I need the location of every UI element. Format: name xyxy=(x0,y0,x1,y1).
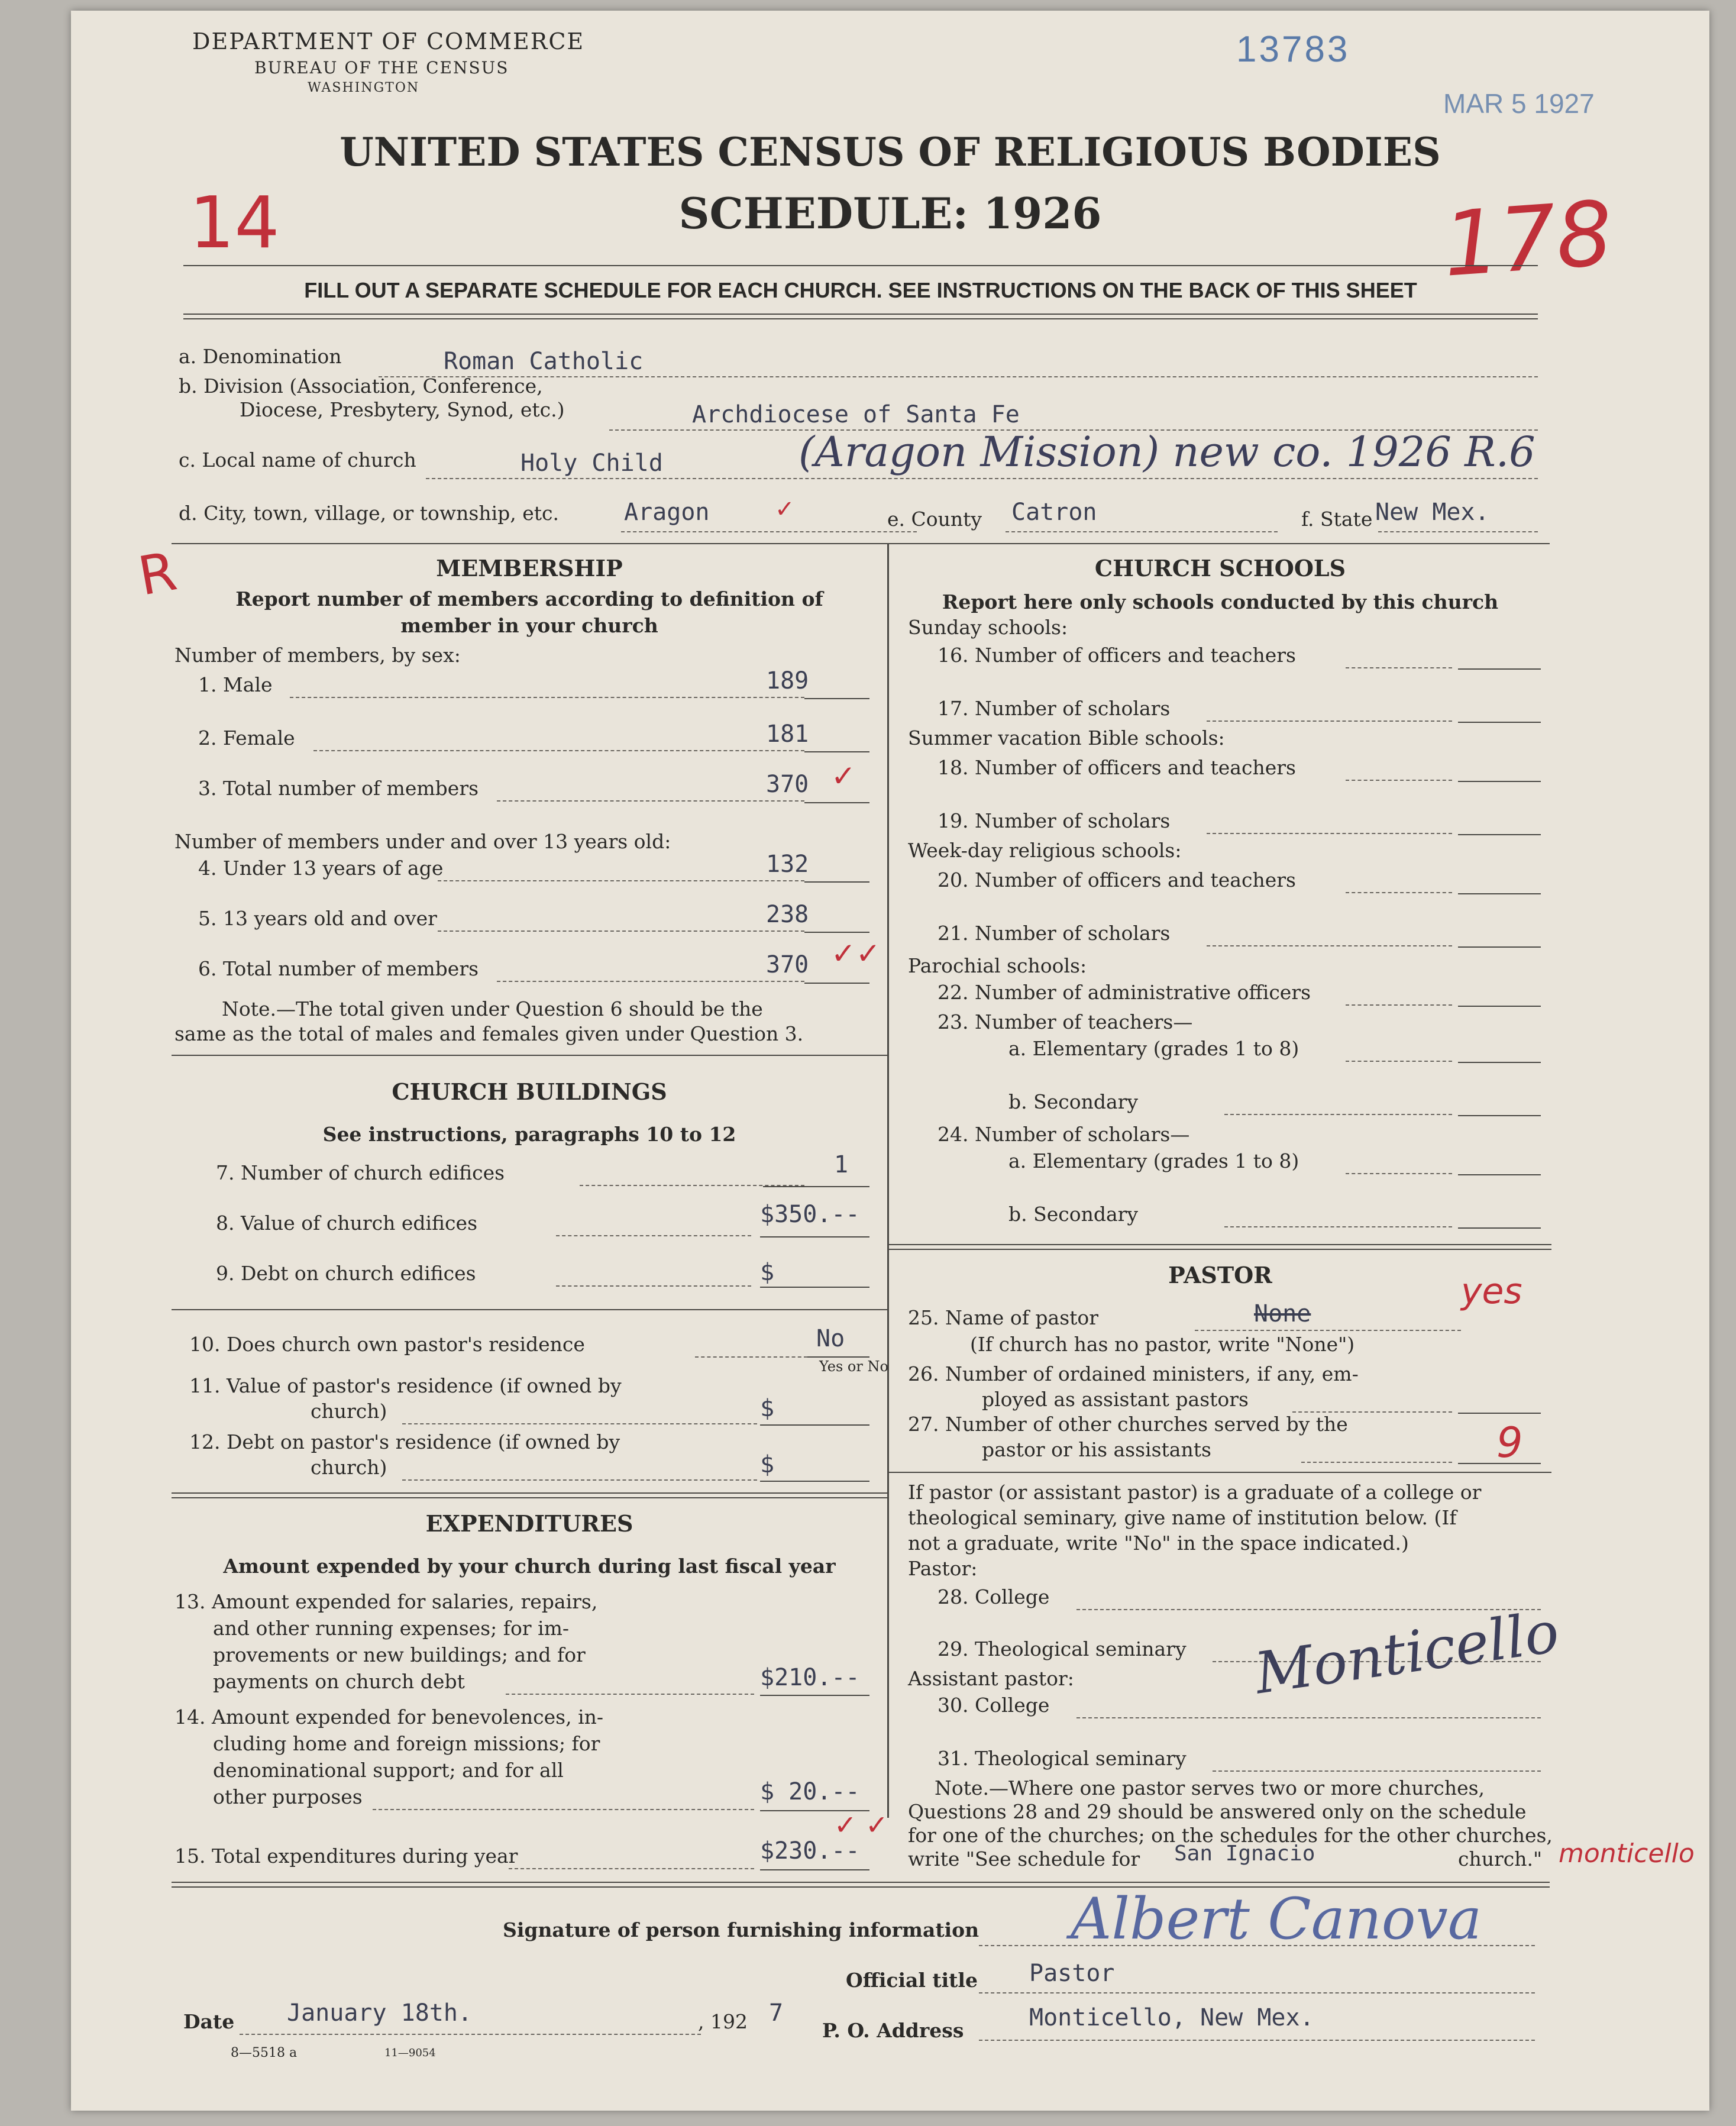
q24b-label: b. Secondary xyxy=(1008,1203,1139,1226)
members-by-sex-label: Number of members, by sex: xyxy=(174,644,461,667)
q19-label: 19. Number of scholars xyxy=(937,809,1171,832)
pastor-note-4: write "See schedule for xyxy=(908,1847,1140,1870)
separate-schedule-instruction: FILL OUT A SEPARATE SCHEDULE FOR EACH CHURCH. SEE INSTRUCTIONS ON THE BACK OF THIS SHEET xyxy=(304,278,1417,302)
q10-label: 10. Does church own pastor's residence xyxy=(189,1333,585,1356)
q26-label-2: ployed as assistant pastors xyxy=(982,1388,1249,1411)
q9-label: 9. Debt on church edifices xyxy=(216,1262,476,1285)
buildings-title: CHURCH BUILDINGS xyxy=(392,1078,667,1105)
membership-instruction-2: member in your church xyxy=(400,614,658,637)
q14-label: 14. Amount expended for benevolences, in- xyxy=(174,1705,604,1728)
q25-hint: (If church has no pastor, write "None") xyxy=(970,1333,1355,1356)
pastor-note: Note.—Where one pastor serves two or more churches, xyxy=(935,1776,1485,1799)
form-number: 8—5518 a xyxy=(231,2046,298,2060)
q6-label: 6. Total number of members xyxy=(198,957,479,980)
signature-value: Albert Canova xyxy=(1071,1886,1482,1952)
pastor-note-church: San Ignacio xyxy=(1174,1841,1315,1866)
membership-instruction: Report number of members according to definition of xyxy=(235,587,823,610)
graduate-instruction: If pastor (or assistant pastor) is a graduate of a college or xyxy=(908,1481,1482,1504)
q23a-label: a. Elementary (grades 1 to 8) xyxy=(1008,1037,1299,1060)
q17-label: 17. Number of scholars xyxy=(937,697,1171,720)
church-name-handwritten-note: (Aragon Mission) new co. 1926 R.6 xyxy=(799,428,1535,476)
q15-label: 15. Total expenditures during year xyxy=(174,1844,518,1867)
q29-label: 29. Theological seminary xyxy=(937,1637,1187,1660)
weekday-schools-label: Week-day religious schools: xyxy=(908,839,1182,862)
division-label: b. Division (Association, Conference, xyxy=(179,374,543,398)
q15-value: $230.-- xyxy=(760,1837,860,1865)
q12-label: 12. Debt on pastor's residence (if owned by xyxy=(189,1430,620,1453)
q20-label: 20. Number of officers and teachers xyxy=(937,868,1296,891)
q30-label: 30. College xyxy=(937,1694,1050,1717)
q2-label: 2. Female xyxy=(198,726,295,749)
q11-label: 11. Value of pastor's residence (if owned by xyxy=(189,1374,622,1397)
q27-label-2: pastor or his assistants xyxy=(982,1438,1211,1461)
q26-label: 26. Number of ordained ministers, if any, em- xyxy=(908,1362,1359,1385)
official-title-value: Pastor xyxy=(1029,1960,1115,1987)
expenditures-instruction: Amount expended by your church during last fiscal year xyxy=(223,1555,836,1578)
q10-value: No xyxy=(816,1325,845,1352)
schedule-title: SCHEDULE: 1926 xyxy=(678,188,1102,238)
q25-value: None xyxy=(1254,1300,1311,1327)
q14-label-2: cluding home and foreign missions; for xyxy=(213,1732,600,1755)
q7-value: 1 xyxy=(834,1151,849,1178)
q28-label: 28. College xyxy=(937,1585,1050,1608)
census-form xyxy=(71,11,1709,2111)
summer-schools-label: Summer vacation Bible schools: xyxy=(908,726,1225,749)
q16-label: 16. Number of officers and teachers xyxy=(937,644,1296,667)
q11-value: $ xyxy=(760,1395,775,1422)
q27-handwritten: 9 xyxy=(1496,1419,1523,1467)
q3-label: 3. Total number of members xyxy=(198,777,479,800)
county-value: Catron xyxy=(1011,499,1097,526)
q5-value: 238 xyxy=(766,901,809,928)
state-label: f. State xyxy=(1301,508,1373,531)
q14-label-3: denominational support; and for all xyxy=(213,1759,564,1782)
q25-label: 25. Name of pastor xyxy=(908,1306,1099,1329)
po-address-value: Monticello, New Mex. xyxy=(1029,2004,1314,2031)
county-label: e. County xyxy=(887,508,982,531)
membership-note-2: same as the total of males and females given under Question 3. xyxy=(174,1022,804,1045)
schools-title: CHURCH SCHOOLS xyxy=(1094,555,1346,581)
schools-instruction: Report here only schools conducted by this church xyxy=(942,590,1499,613)
q4-value: 132 xyxy=(766,851,809,878)
city-line: WASHINGTON xyxy=(308,80,420,95)
q21-label: 21. Number of scholars xyxy=(937,922,1171,945)
q27-label: 27. Number of other churches served by the xyxy=(908,1413,1348,1436)
graduate-instruction-3: not a graduate, write "No" in the space indicated.) xyxy=(908,1532,1409,1555)
q5-label: 5. 13 years old and over xyxy=(198,907,437,930)
form-title: UNITED STATES CENSUS OF RELIGIOUS BODIES xyxy=(340,129,1441,175)
membership-title: MEMBERSHIP xyxy=(436,555,623,581)
yes-or-no-hint: Yes or No xyxy=(819,1358,888,1375)
city-value: Aragon xyxy=(624,499,710,526)
pastor-note-3: for one of the churches; on the schedules for the other churches, xyxy=(908,1824,1553,1847)
q22-label: 22. Number of administrative officers xyxy=(937,981,1311,1004)
q11-label-2: church) xyxy=(311,1400,387,1423)
division-label-2: Diocese, Presbytery, Synod, etc.) xyxy=(240,398,565,421)
date-value: January 18th. xyxy=(287,1999,473,2027)
q3-value: 370 xyxy=(766,771,809,798)
year-prefix: , 192 xyxy=(698,2010,748,2033)
q3-checkmark: ✓ xyxy=(831,759,856,793)
q13-label-3: provements or new buildings; and for xyxy=(213,1643,586,1666)
q24-label: 24. Number of scholars— xyxy=(937,1123,1190,1146)
q6-value: 370 xyxy=(766,951,809,978)
pastor-note-handwritten: monticello xyxy=(1559,1839,1695,1869)
pastor-sub-label: Pastor: xyxy=(908,1557,978,1580)
graduate-instruction-2: theological seminary, give name of institution below. (If xyxy=(908,1506,1457,1529)
city-checkmark: ✓ xyxy=(775,496,795,523)
expenditures-title: EXPENDITURES xyxy=(425,1510,633,1537)
division-value: Archdiocese of Santa Fe xyxy=(692,401,1020,428)
q13-label-2: and other running expenses; for im- xyxy=(213,1617,570,1640)
q2-value: 181 xyxy=(766,720,809,748)
denomination-value: Roman Catholic xyxy=(444,348,644,375)
state-value: New Mex. xyxy=(1375,499,1489,526)
q13-value: $210.-- xyxy=(760,1664,860,1691)
q13-label-4: payments on church debt xyxy=(213,1670,465,1693)
denomination-label: a. Denomination xyxy=(179,345,342,368)
church-name-value: Holy Child xyxy=(521,450,663,477)
po-address-label: P. O. Address xyxy=(822,2019,964,2042)
print-number: 11—9054 xyxy=(384,2047,436,2059)
church-name-label: c. Local name of church xyxy=(179,448,416,471)
q14-value: $ 20.-- xyxy=(760,1778,860,1805)
city-label: d. City, town, village, or township, etc. xyxy=(179,502,560,525)
parochial-schools-label: Parochial schools: xyxy=(908,954,1087,977)
department-line: DEPARTMENT OF COMMERCE xyxy=(192,28,585,54)
q23b-label: b. Secondary xyxy=(1008,1090,1139,1113)
q12-value: $ xyxy=(760,1451,775,1478)
q15-checkmark: ✓ ✓ xyxy=(834,1809,888,1841)
q8-value: $350.-- xyxy=(760,1201,860,1228)
q29-handwritten-seminary: Monticello xyxy=(1250,1598,1563,1707)
year-digit: 7 xyxy=(769,1999,784,2027)
serial-number: 13783 xyxy=(1236,29,1350,70)
age-header-label: Number of members under and over 13 years old: xyxy=(174,830,671,853)
q7-label: 7. Number of church edifices xyxy=(216,1161,505,1184)
q8-label: 8. Value of church edifices xyxy=(216,1211,478,1235)
handwritten-number-right: 178 xyxy=(1440,182,1617,297)
q9-value: $ xyxy=(760,1259,775,1286)
q4-label: 4. Under 13 years of age xyxy=(198,857,444,880)
q1-label: 1. Male xyxy=(198,673,273,696)
q14-label-4: other purposes xyxy=(213,1785,363,1808)
assistant-sub-label: Assistant pastor: xyxy=(908,1667,1074,1690)
q23-label: 23. Number of teachers— xyxy=(937,1010,1193,1033)
buildings-instruction: See instructions, paragraphs 10 to 12 xyxy=(322,1123,736,1146)
q6-checkmark: ✓✓ xyxy=(831,936,881,971)
handwritten-number-left: 14 xyxy=(189,182,280,264)
membership-note: Note.—The total given under Question 6 should be the xyxy=(222,997,763,1020)
q1-value: 189 xyxy=(766,667,809,694)
pastor-note-2: Questions 28 and 29 should be answered only on the schedule xyxy=(908,1800,1527,1823)
signature-label: Signature of person furnishing information xyxy=(503,1918,979,1941)
q13-label: 13. Amount expended for salaries, repairs, xyxy=(174,1590,598,1613)
q24a-label: a. Elementary (grades 1 to 8) xyxy=(1008,1149,1299,1172)
q25-handwritten: yes xyxy=(1461,1271,1522,1312)
pastor-title: PASTOR xyxy=(1168,1262,1272,1288)
date-label: Date xyxy=(183,2010,235,2033)
official-title-label: Official title xyxy=(846,1969,978,1992)
sunday-schools-label: Sunday schools: xyxy=(908,616,1068,639)
handwritten-mark-r: R xyxy=(134,540,182,608)
q12-label-2: church) xyxy=(311,1456,387,1479)
q18-label: 18. Number of officers and teachers xyxy=(937,756,1296,779)
pastor-note-end: church." xyxy=(1458,1847,1543,1870)
bureau-line: BUREAU OF THE CENSUS xyxy=(254,58,509,77)
received-date-stamp: MAR 5 1927 xyxy=(1443,88,1595,119)
q31-label: 31. Theological seminary xyxy=(937,1747,1187,1770)
